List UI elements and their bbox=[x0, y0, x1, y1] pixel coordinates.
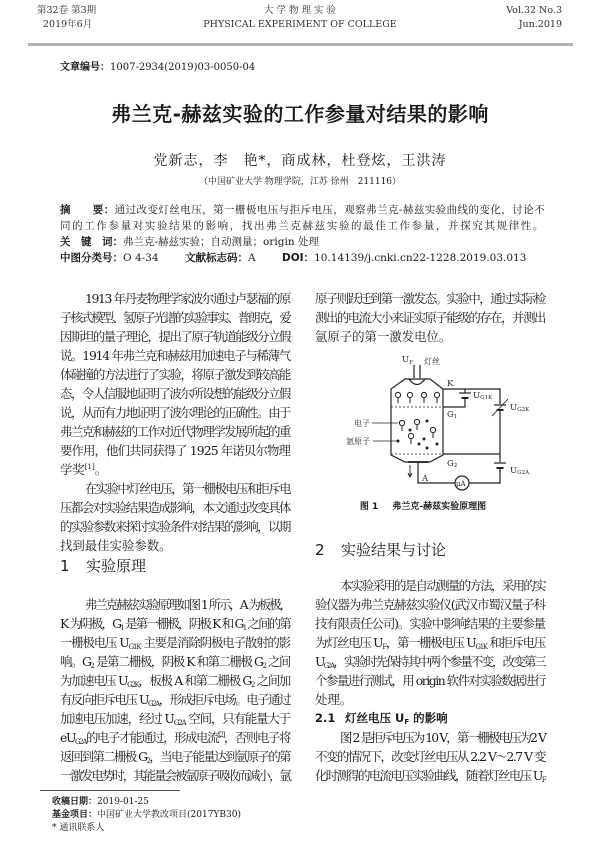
volume-issue: 第32卷 第3期 bbox=[37, 5, 97, 16]
text-line bbox=[60, 327, 290, 346]
text-line-content bbox=[60, 728, 290, 747]
text-segment: 个参量进行测试，用 origin 软件对实验数据进行 bbox=[315, 673, 545, 688]
text-line bbox=[315, 690, 545, 709]
text-segment: ，实验时先保持其中两个参量不变，改变第三 bbox=[333, 654, 546, 669]
text-line-content bbox=[85, 289, 290, 308]
paragraph bbox=[60, 479, 290, 555]
text-line-content bbox=[315, 633, 545, 652]
text-line-content bbox=[315, 289, 545, 308]
subscript: 2 bbox=[251, 681, 255, 689]
text-segment: 原子则跃迁到第一激发态。实验中，通过实际检 bbox=[315, 291, 546, 306]
section-number: 2 bbox=[315, 541, 325, 559]
paragraph bbox=[315, 576, 545, 709]
text-line-content bbox=[315, 308, 545, 327]
subscript: G2A bbox=[323, 662, 334, 670]
text-segment: 处理。 bbox=[315, 692, 353, 707]
text-line bbox=[60, 289, 290, 308]
label-ug1k: UG1K bbox=[473, 391, 493, 401]
principle-text bbox=[60, 595, 290, 785]
keywords-label: 关 键 词： bbox=[60, 236, 123, 248]
bottom-wire bbox=[469, 470, 500, 483]
label-g1: G1 bbox=[447, 410, 458, 420]
citation: [2] bbox=[218, 731, 224, 739]
text-segment: 。 bbox=[94, 462, 108, 477]
text-line bbox=[60, 690, 290, 709]
article-number-label: 文章编号： bbox=[60, 62, 110, 73]
text-line-content bbox=[85, 595, 290, 614]
text-line bbox=[60, 595, 290, 614]
text-line bbox=[60, 479, 290, 498]
electron-icons-top bbox=[395, 392, 439, 403]
text-line-content bbox=[60, 498, 290, 517]
abstract-line-1 bbox=[60, 202, 545, 218]
authors: 党新志，李 艳*，商成林，杜登炫，王洪涛 bbox=[153, 153, 447, 169]
label-g2: G2 bbox=[447, 459, 458, 469]
text-line bbox=[315, 728, 545, 747]
text-segment: 测出的电流大小来证实原子能级的存在，并测出 bbox=[315, 310, 546, 325]
text-line bbox=[60, 517, 290, 536]
footnote-rule bbox=[40, 790, 180, 791]
text-line bbox=[60, 460, 290, 479]
doc-code-label: 文献标志码： bbox=[185, 252, 248, 264]
running-header-center bbox=[150, 4, 450, 32]
text-line bbox=[60, 498, 290, 517]
text-line-content bbox=[60, 346, 290, 365]
text-line-content bbox=[340, 728, 545, 747]
paragraph bbox=[315, 289, 545, 346]
figure-caption-text: 弗兰克-赫兹实验原理图 bbox=[392, 502, 487, 512]
paper-title: 弗兰克-赫兹实验的工作参量对结果的影响 bbox=[111, 102, 489, 126]
subsection-number: 2.1 bbox=[315, 711, 336, 725]
text-segment: 之间加 bbox=[254, 673, 290, 688]
subscript: 2 bbox=[262, 662, 266, 670]
clc-label: 中图分类号： bbox=[60, 252, 123, 264]
doi-value: 10.14139/j.cnki.cn22-1228.2019.03.013 bbox=[314, 252, 527, 264]
text-line bbox=[60, 308, 290, 327]
text-segment: 主要是消除阴极电子散射的影 bbox=[140, 635, 290, 650]
current-arrow bbox=[408, 465, 412, 477]
text-segment: U bbox=[315, 654, 324, 669]
footnote-fund bbox=[52, 809, 241, 822]
text-line bbox=[315, 614, 545, 633]
text-segment: 的实验参数来探讨实验条件对结果的影响，以期 bbox=[60, 519, 291, 534]
text-line bbox=[60, 614, 290, 633]
continued-text bbox=[315, 289, 545, 346]
text-segment: 之间 bbox=[265, 654, 290, 669]
tube-chamber bbox=[391, 379, 443, 462]
section-2-heading bbox=[315, 538, 545, 562]
text-line-content bbox=[85, 479, 290, 498]
text-segment: 一栅极电压 U bbox=[60, 635, 129, 650]
text-segment: 为加速电压 U bbox=[60, 673, 128, 688]
text-segment: 有反向拒斥电压 U bbox=[60, 692, 149, 707]
text-line-content bbox=[60, 422, 290, 441]
results-text bbox=[315, 576, 545, 709]
text-segment: 态，令人信服地证明了波尔所设想的能级分立假 bbox=[60, 386, 291, 401]
text-line bbox=[315, 327, 545, 346]
fund-label: 基金项目： bbox=[52, 810, 98, 820]
clc-value: O 4-34 bbox=[123, 252, 159, 264]
text-line-content bbox=[60, 384, 290, 403]
journal-name-en: PHYSICAL EXPERIMENT OF COLLEGE bbox=[203, 19, 397, 30]
abstract-text-2: 同的工作参量对实验结果的影响，找出弗兰克赫兹实验的最佳工作参量，并探究其规律性。 bbox=[60, 220, 545, 232]
text-segment: 是第一栅极，阴极 K 和 G bbox=[122, 616, 243, 631]
subsection-title-end: 的影响 bbox=[409, 711, 448, 725]
text-line-content bbox=[315, 747, 545, 766]
subscript: G2A bbox=[148, 700, 159, 708]
filament-text bbox=[315, 728, 545, 785]
text-line-content bbox=[60, 766, 290, 785]
header-rule bbox=[28, 43, 573, 46]
text-line bbox=[315, 308, 545, 327]
label-argon: 氩原子 bbox=[346, 437, 370, 446]
text-line bbox=[315, 652, 545, 671]
text-line bbox=[60, 671, 290, 690]
text-line-content bbox=[315, 652, 545, 671]
running-header-left bbox=[37, 4, 96, 32]
abstract-block bbox=[60, 202, 545, 266]
text-segment: 一激发电势时，其能量会被氩原子吸收而减小，氩 bbox=[60, 768, 291, 783]
text-segment: ，形成拒斥电场。电子通过 bbox=[158, 692, 291, 707]
text-segment: ，第一栅极电压 U bbox=[385, 635, 476, 650]
electron-icons-middle bbox=[399, 419, 435, 444]
subscript: 1 bbox=[242, 624, 246, 632]
text-line-content bbox=[60, 633, 290, 652]
section-1-heading bbox=[60, 554, 290, 578]
text-segment: 要作用，他们共同获得了 1925 年诺贝尔物理 bbox=[60, 443, 290, 458]
keywords: 弗兰克-赫兹实验；自动测量；origin 处理 bbox=[123, 236, 319, 248]
text-segment: 为灯丝电压 U bbox=[315, 635, 383, 650]
label-electron: 电子 bbox=[354, 419, 370, 428]
subscript: G2K bbox=[127, 681, 139, 689]
text-segment: 说，从而有力地证明了波尔理论的正确性。由于 bbox=[60, 405, 291, 420]
text-line-content bbox=[60, 671, 290, 690]
text-line-content bbox=[315, 327, 451, 346]
text-segment: 的电子才能通过，形成电流 bbox=[86, 730, 219, 745]
text-line-content bbox=[60, 747, 290, 766]
label-ug2k: UG2K bbox=[510, 403, 530, 413]
subscript: 2 bbox=[146, 757, 150, 765]
text-segment: ，板极 A 和第二栅极 G bbox=[138, 673, 252, 688]
section-title: 实验原理 bbox=[86, 557, 147, 575]
label-filament: 灯丝 bbox=[424, 357, 440, 366]
keywords-line bbox=[60, 234, 545, 250]
text-line bbox=[315, 671, 545, 690]
paragraph bbox=[315, 728, 545, 785]
text-line-content bbox=[60, 460, 107, 479]
text-line-content bbox=[60, 365, 290, 384]
footnote-received bbox=[52, 796, 149, 809]
text-segment: 本实验采用的是自动测量的方法，采用的实 bbox=[340, 578, 546, 593]
text-line-content bbox=[315, 614, 545, 633]
text-line bbox=[60, 747, 290, 766]
text-segment: 学奖 bbox=[60, 462, 85, 477]
text-line-content bbox=[315, 595, 545, 614]
issue-date-en: Jun.2019 bbox=[518, 19, 562, 30]
section-title: 实验结果与讨论 bbox=[341, 541, 447, 559]
text-segment: 图 2 是拒斥电压为 10 V，第一栅极电压为2 V bbox=[340, 730, 546, 745]
text-segment: eU bbox=[60, 730, 76, 745]
text-line-content bbox=[60, 536, 172, 555]
text-segment: ，否则电子将 bbox=[223, 730, 290, 745]
text-segment: 弗兰克赫兹实验原理如图 1 所示，A 为板极， bbox=[85, 597, 290, 612]
text-line-content bbox=[60, 308, 290, 327]
text-segment: 之间的第 bbox=[245, 616, 290, 631]
subscript: F bbox=[382, 643, 386, 651]
keywords-content bbox=[60, 234, 319, 250]
text-line bbox=[315, 766, 545, 785]
text-segment: ，当电子能量达到氩原子的第 bbox=[149, 749, 290, 764]
article-number bbox=[60, 58, 255, 73]
text-line-content bbox=[60, 327, 290, 346]
text-line bbox=[60, 384, 290, 403]
text-line bbox=[60, 365, 290, 384]
text-line-content bbox=[315, 690, 352, 709]
volume-en: Vol.32 No.3 bbox=[506, 5, 562, 16]
article-number-value: 1007-2934(2019)03-0050-04 bbox=[110, 62, 256, 73]
filament-bulb bbox=[409, 379, 425, 385]
electrons bbox=[395, 392, 439, 449]
text-line bbox=[315, 747, 545, 766]
text-line bbox=[60, 652, 290, 671]
text-line bbox=[315, 595, 545, 614]
abstract-line-1-content bbox=[60, 202, 545, 218]
label-k: K bbox=[447, 379, 454, 389]
text-line-content bbox=[60, 517, 290, 536]
text-segment: 子核式模型、氢原子光谱的实验事实、普朗克，爱 bbox=[60, 310, 291, 325]
text-line bbox=[60, 766, 290, 785]
text-line bbox=[315, 289, 545, 308]
doc-code-value: A bbox=[248, 252, 256, 264]
section-number: 1 bbox=[60, 557, 70, 575]
paragraph bbox=[60, 289, 290, 479]
text-segment: 体碰撞的方法进行了实验，将原子激发到较高能 bbox=[60, 367, 291, 382]
subsection-2-1-heading bbox=[315, 709, 545, 728]
subscript: G1K bbox=[128, 643, 141, 651]
text-line-content bbox=[315, 671, 545, 690]
text-line bbox=[60, 403, 290, 422]
g1-wire bbox=[443, 399, 465, 407]
received-date: 2019-01-25 bbox=[97, 797, 149, 807]
text-line-content bbox=[60, 614, 290, 633]
text-segment: 化时测得的电流电压实验曲线，随着灯丝电压 U bbox=[315, 768, 542, 783]
label-ug2a: UG2A bbox=[510, 466, 530, 476]
text-segment: K 为阴极，G bbox=[60, 616, 121, 631]
text-line-content bbox=[60, 652, 290, 671]
argon-atoms bbox=[397, 420, 439, 450]
subscript: G1K bbox=[475, 643, 487, 651]
text-segment: 氩原子的第一激发电位。 bbox=[315, 329, 452, 344]
text-line bbox=[60, 346, 290, 365]
citation: [1] bbox=[84, 463, 95, 471]
text-line-content bbox=[60, 690, 290, 709]
subscript: G2A bbox=[75, 738, 86, 746]
text-line bbox=[60, 728, 290, 747]
text-line-content bbox=[315, 766, 545, 785]
text-line-content bbox=[340, 576, 545, 595]
figure-1-diagram bbox=[330, 345, 550, 495]
abstract-label: 摘 要： bbox=[60, 204, 115, 216]
label-uf: $U_F$ bbox=[402, 355, 413, 366]
label-a: A bbox=[422, 474, 429, 484]
affiliation: （中国矿业大学 物理学院，江苏 徐州 211116） bbox=[198, 177, 402, 187]
text-segment: 空间，只有能量大于 bbox=[185, 711, 290, 726]
filament-leads bbox=[414, 365, 420, 378]
running-header-right bbox=[506, 4, 562, 32]
doi-label: DOI： bbox=[282, 252, 315, 264]
subsection-title-sub: F bbox=[404, 718, 410, 726]
text-segment: 验仪器为弗兰克赫兹实验仪(武汉市蜀汉量子科 bbox=[315, 597, 545, 612]
text-line bbox=[60, 536, 290, 555]
text-segment: 说。1914 年弗兰克和赫兹用加速电子与稀薄气 bbox=[60, 348, 290, 363]
text-line bbox=[315, 633, 545, 652]
text-line bbox=[60, 441, 290, 460]
subscript: 1 bbox=[120, 624, 123, 632]
text-line-content bbox=[60, 403, 290, 422]
footnote-corresponding: * 通讯联系人 bbox=[52, 823, 105, 833]
paragraph bbox=[60, 595, 290, 785]
text-segment: 返回到第二栅极 G bbox=[60, 749, 147, 764]
subsection-title: 灯丝电压 U bbox=[345, 711, 405, 725]
issue-date-cn: 2019年6月 bbox=[43, 19, 93, 30]
text-segment: 和拒斥电压 bbox=[486, 635, 545, 650]
text-segment: 1913 年丹麦物理学家波尔通过卢瑟福的原 bbox=[85, 291, 290, 306]
text-line bbox=[60, 633, 290, 652]
fund-value: 中国矿业大学教改项目(2017YB30) bbox=[97, 810, 241, 820]
subscript: G2A bbox=[173, 719, 186, 727]
text-segment: 压都会对实验结果造成影响，本文通过改变具体 bbox=[60, 500, 291, 515]
figure-1-caption bbox=[315, 499, 545, 512]
text-segment: 不变的情况下，改变灯丝电压从 2.2 V～2.7 V 变 bbox=[315, 749, 546, 764]
journal-name-cn: 大 学 物 理 实 验 bbox=[263, 5, 337, 16]
text-line-content bbox=[60, 441, 290, 460]
subscript: F bbox=[541, 776, 546, 784]
figure-number: 图 1 bbox=[359, 502, 379, 512]
text-segment: 加速电压加速，经过 U bbox=[60, 711, 174, 726]
text-segment: 找到最佳实验参数。 bbox=[60, 538, 172, 553]
label-microammeter: μA bbox=[456, 480, 466, 488]
text-line bbox=[315, 576, 545, 595]
abstract-text-1: 通过改变灯丝电压，第一栅极电压与拒斥电压，观察弗兰克-赫兹实验曲线的变化，讨论不 bbox=[114, 204, 545, 216]
text-line-content bbox=[60, 709, 290, 728]
text-segment: 因斯坦的量子理论，提出了原子轨道能级分立假 bbox=[60, 329, 291, 344]
classification-content bbox=[60, 250, 526, 266]
text-line bbox=[60, 709, 290, 728]
text-segment: 在实验中灯丝电压，第一栅极电压和拒斥电 bbox=[85, 481, 291, 496]
text-segment: 弗兰克和赫兹的工作对近代物理学发展所起的重 bbox=[60, 424, 291, 439]
received-label: 收稿日期： bbox=[52, 797, 98, 807]
text-segment: 响。G bbox=[60, 654, 91, 669]
text-segment: 是第二栅极，阴极 K 和第二栅极 G bbox=[93, 654, 263, 669]
abstract-line-2 bbox=[60, 218, 545, 234]
classification-line bbox=[60, 250, 545, 266]
intro-text bbox=[60, 289, 290, 555]
subscript: 2 bbox=[90, 662, 94, 670]
text-line bbox=[60, 422, 290, 441]
text-segment: 技有限责任公司)。实验中影响结果的主要参量 bbox=[315, 616, 545, 631]
